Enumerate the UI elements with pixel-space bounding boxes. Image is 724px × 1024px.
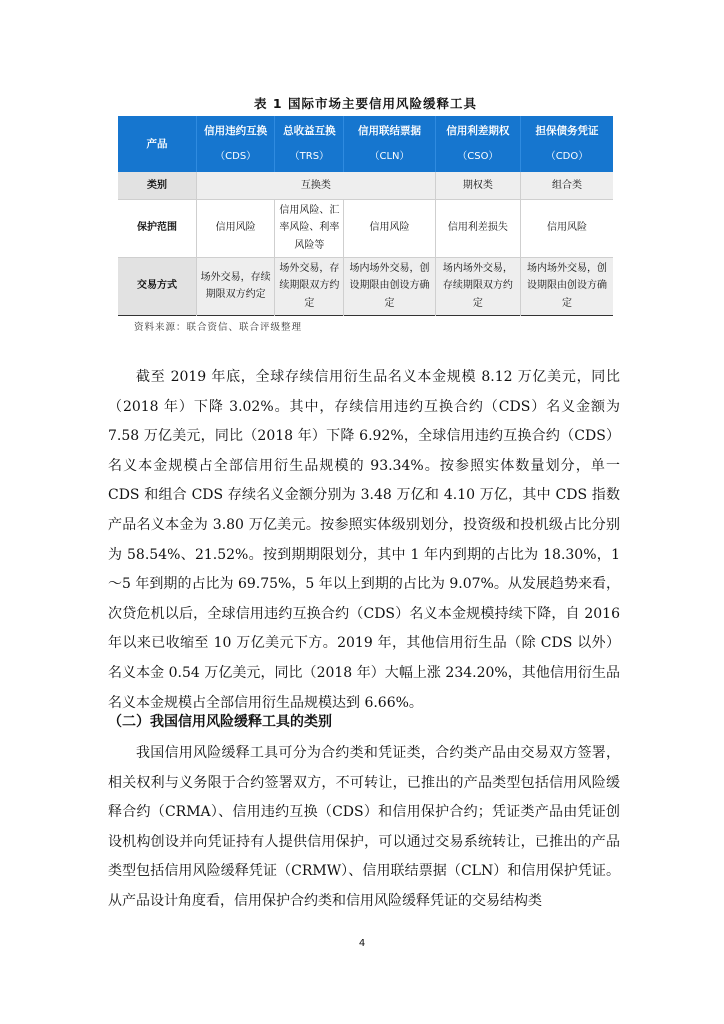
header-cdo-abbr: （CDO） bbox=[545, 151, 589, 163]
table-row-coverage bbox=[118, 199, 613, 257]
header-trs-abbr: （TRS） bbox=[289, 151, 330, 163]
header-cdo bbox=[520, 116, 613, 172]
cell-coverage-cdo: 信用风险 bbox=[520, 199, 613, 257]
header-trs-name: 总收益互换 bbox=[283, 125, 336, 138]
header-cso bbox=[435, 116, 520, 172]
header-cso-name: 信用利差期权 bbox=[446, 125, 510, 138]
row-label-category: 类别 bbox=[118, 172, 197, 199]
cell-category-option: 期权类 bbox=[435, 172, 520, 199]
cell-category-combo: 组合类 bbox=[520, 172, 613, 199]
table-row-category bbox=[118, 172, 613, 199]
header-cln-name: 信用联结票据 bbox=[358, 125, 422, 138]
table-source-note: 资料来源：联合资信、联合评级整理 bbox=[134, 322, 303, 333]
cell-trading-cln: 场内场外交易，创设期限由创设方确定 bbox=[344, 257, 435, 315]
cell-coverage-cso: 信用利差损失 bbox=[435, 199, 520, 257]
header-trs bbox=[275, 116, 344, 172]
paragraph-global-market: 截至 2019 年底，全球存续信用衍生品名义本金规模 8.12 万亿美元，同比（2018 年）下降 3.02%。其中，存续信用违约互换合约（CDS）名义金额为 7.58 万亿美元，同比（2018 年）下降 6.92%，全球信用违约互换合约（CDS）名义本金规模占全部信用衍生品规模的 93.34%。按参照实体数量划分，单一 CDS 和组合 CDS 存续名义金额分别为 3.48 万亿和 4.10 万亿，其中 CDS 指数产品名义本金为 3.80 万亿美元。按参照实体级别划分，投资级和投机级占比分别为 58.54%、21.52%。按到期期限划分，其中 1 年内到期的占比为 18.30%，1～5 年到期的占比为 69.75%，5 年以上到期的占比为 9.07%。从发展趋势来看，次贷危机以后，全球信用违约互换合约（CDS）名义本金规模持续下降，自 2016 年以来已收缩至 10 万亿美元下方。2019 年，其他信用衍生品（除 CDS 以外）名义本金 0.54 万亿美元，同比（2018 年）大幅上涨 234.20%，其他信用衍生品名义本金规模占全部信用衍生品规模达到 6.66%。 bbox=[108, 369, 620, 711]
header-cds bbox=[197, 116, 275, 172]
cell-coverage-cds: 信用风险 bbox=[197, 199, 275, 257]
page-number: 4 bbox=[358, 938, 366, 949]
cell-category-swap: 互换类 bbox=[197, 172, 436, 199]
header-cds-abbr: （CDS） bbox=[215, 151, 257, 163]
table-caption: 表 1 国际市场主要信用风险缓释工具 bbox=[254, 96, 477, 111]
paragraph-domestic-categories: 我国信用风险缓释工具可分为合约类和凭证类，合约类产品由交易双方签署，相关权利与义务限于合约签署双方，不可转让，已推出的产品类型包括信用风险缓释合约（CRMA）、信用违约互换（CDS）和信用保护合约；凭证类产品由凭证创设机构创设并向凭证持有人提供信用保护，可以通过交易系统转让，已推出的产品类型包括信用风险缓释凭证（CRMW）、信用联结票据（CLN）和信用保护凭证。从产品设计角度看，信用保护合约类和信用风险缓释凭证的交易结构类 bbox=[108, 745, 620, 909]
header-cso-abbr: （CSO） bbox=[457, 151, 499, 163]
table-header-row bbox=[118, 116, 613, 172]
header-cln bbox=[344, 116, 435, 172]
header-cdo-name: 担保债务凭证 bbox=[535, 125, 599, 138]
cell-trading-cds: 场外交易，存续期限双方约定 bbox=[197, 257, 275, 315]
table-row-trading bbox=[118, 257, 613, 315]
row-label-coverage: 保护范围 bbox=[137, 222, 177, 234]
cell-trading-trs: 场外交易，存续期限双方约定 bbox=[275, 257, 344, 315]
cell-trading-cdo: 场内场外交易，创设期限由创设方确定 bbox=[520, 257, 613, 315]
header-cln-abbr: （CLN） bbox=[369, 151, 410, 163]
credit-risk-tools-table bbox=[118, 116, 613, 316]
header-product-label: 产品 bbox=[146, 137, 168, 150]
cell-coverage-cln: 信用风险 bbox=[344, 199, 435, 257]
row-label-trading: 交易方式 bbox=[118, 257, 197, 315]
cell-trading-cso: 场内场外交易，存续期限双方约定 bbox=[435, 257, 520, 315]
section-heading: （二）我国信用风险缓释工具的类别 bbox=[108, 714, 332, 730]
header-cds-name: 信用违约互换 bbox=[204, 125, 268, 138]
cell-coverage-trs: 信用风险、汇率风险、利率风险等 bbox=[275, 199, 344, 257]
